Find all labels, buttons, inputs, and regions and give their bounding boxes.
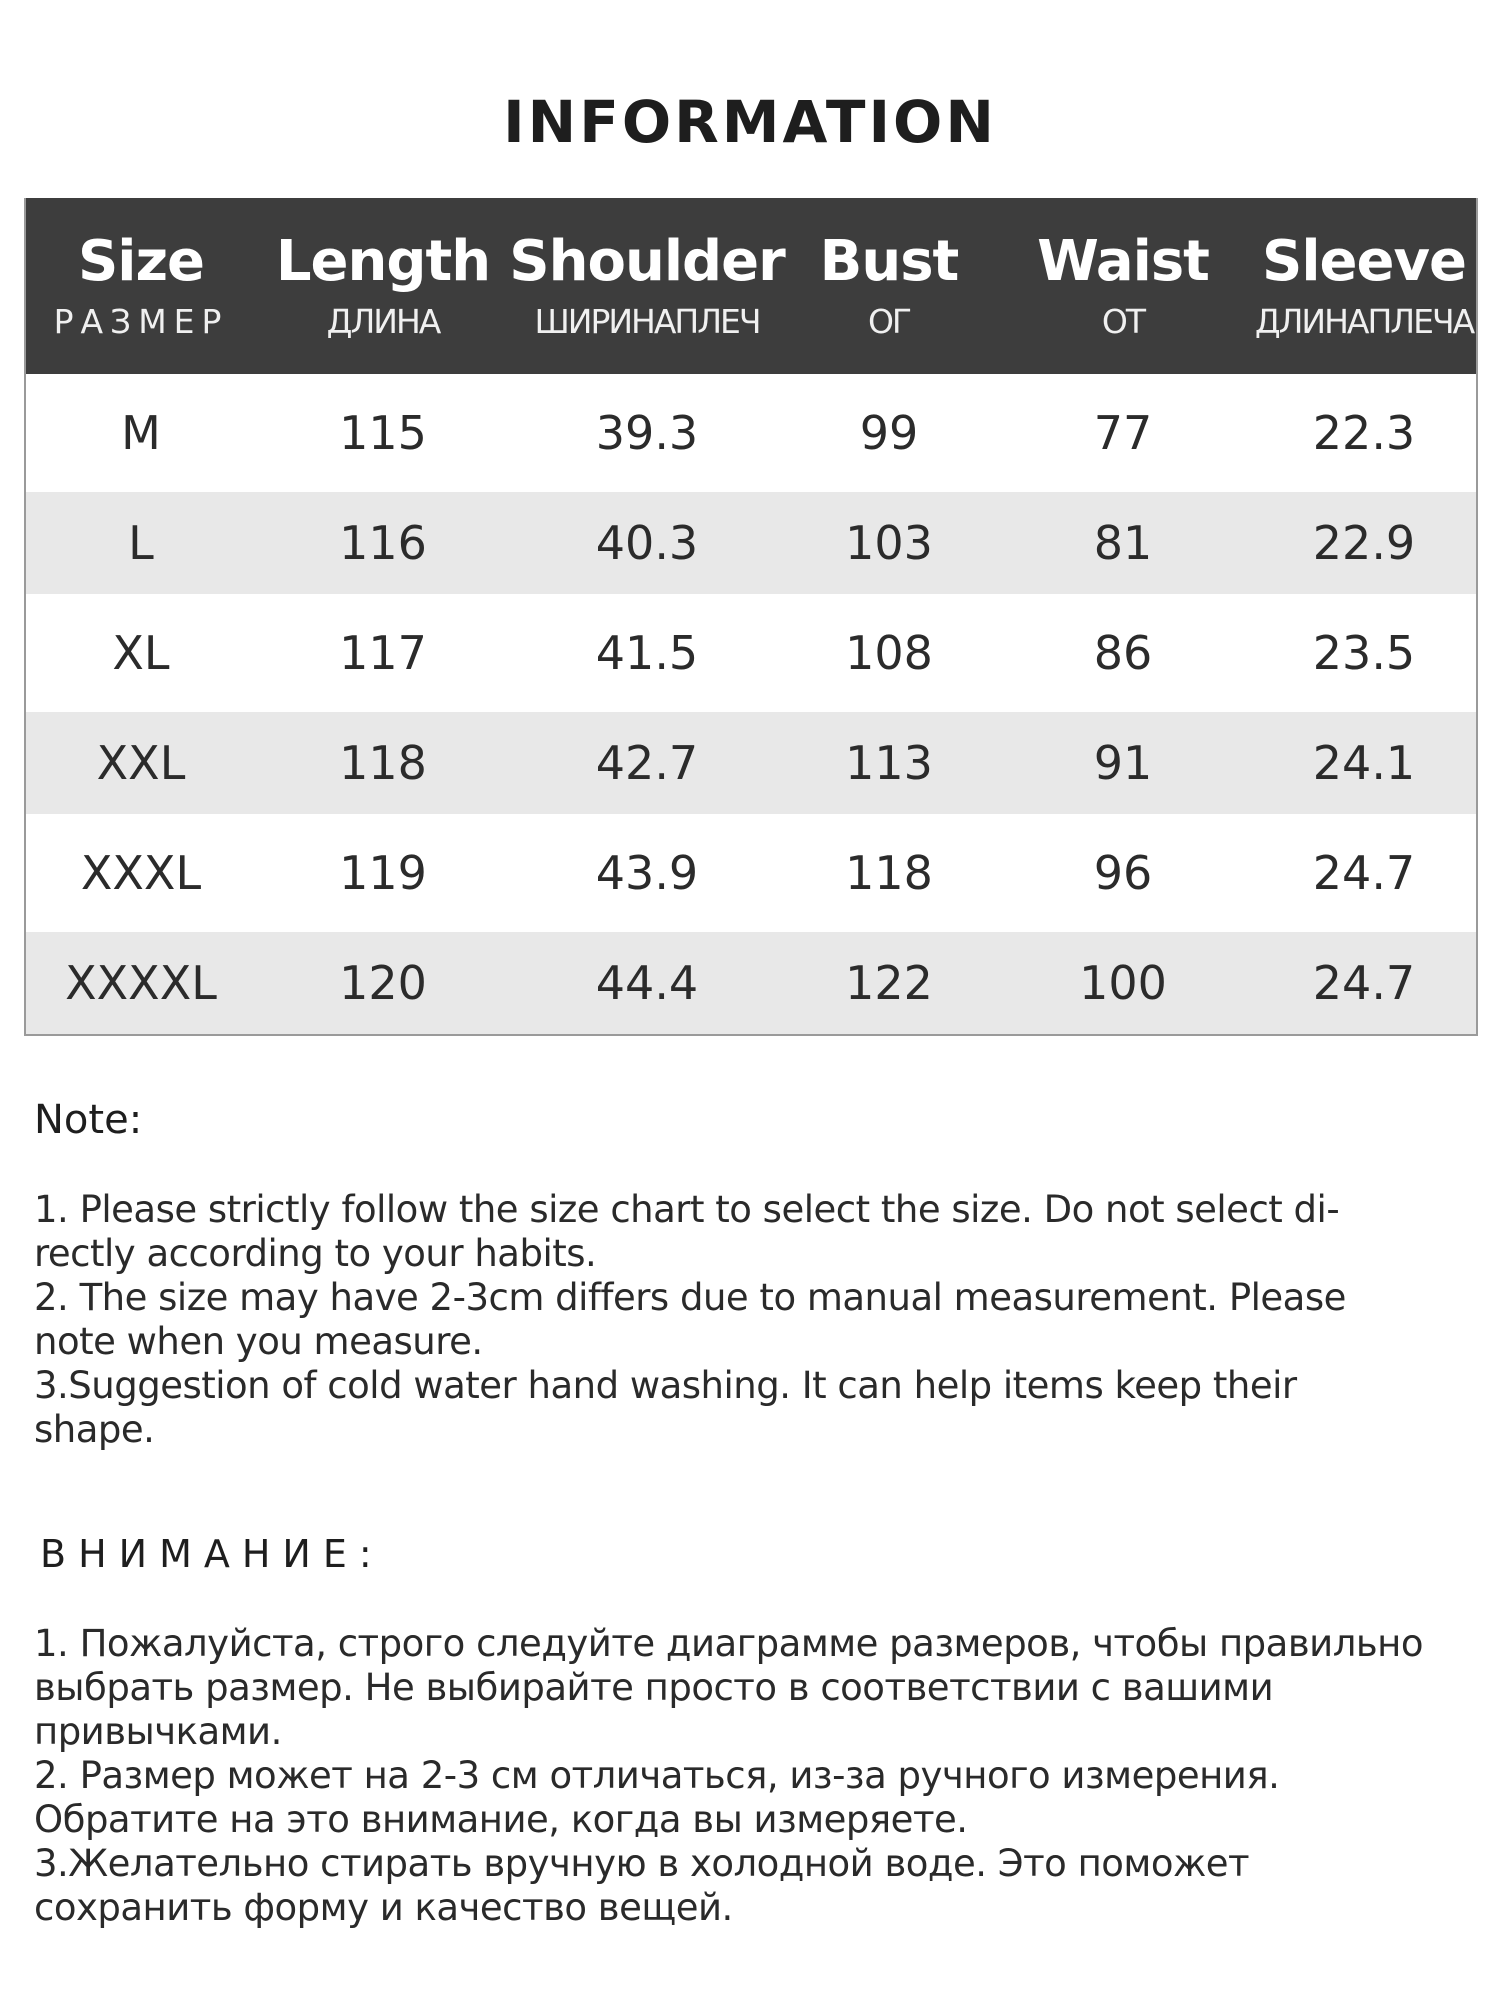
cell-bust: 122 xyxy=(845,956,933,1010)
note-line: привычками. xyxy=(34,1710,282,1753)
header-label-en: Sleeve xyxy=(1262,229,1466,294)
header-label-ru: ОГ xyxy=(867,302,911,341)
cell-bust: 118 xyxy=(845,846,933,900)
cell-shoulder: 42.7 xyxy=(595,736,699,790)
cell-shoulder: 43.9 xyxy=(595,846,699,900)
cell-size: M xyxy=(121,406,161,460)
header-label-ru: ДЛИНА xyxy=(326,302,440,341)
table-row xyxy=(26,932,1476,1034)
note-line: 1. Пожалуйста, строго следуйте диаграмме размеров, чтобы правильно xyxy=(34,1622,1423,1665)
note-line: 2. Размер может на 2-3 см отличаться, из-за ручного измерения. xyxy=(34,1754,1280,1797)
header-label-en: Length xyxy=(275,229,491,294)
note-line: 3.Желательно стирать вручную в холодной воде. Это поможет xyxy=(34,1842,1250,1885)
cell-sleeve: 22.3 xyxy=(1312,406,1416,460)
cell-waist: 86 xyxy=(1093,626,1153,680)
header-bust xyxy=(784,198,994,374)
note-line: note when you measure. xyxy=(34,1320,483,1363)
cell-shoulder: 44.4 xyxy=(595,956,699,1010)
header-label-en: Size xyxy=(77,229,205,294)
cell-sleeve: 24.1 xyxy=(1312,736,1416,790)
note-line: 1. Please strictly follow the size chart to select the size. Do not select di- xyxy=(34,1188,1340,1231)
header-waist xyxy=(994,198,1252,374)
cell-sleeve: 24.7 xyxy=(1312,956,1416,1010)
cell-length: 117 xyxy=(339,626,427,680)
header-label-en: Waist xyxy=(1037,229,1209,294)
cell-bust: 113 xyxy=(845,736,933,790)
cell-sleeve: 23.5 xyxy=(1312,626,1416,680)
cell-length: 118 xyxy=(339,736,427,790)
header-label-ru: ШИРИНАПЛЕЧ xyxy=(534,302,760,341)
cell-waist: 81 xyxy=(1093,516,1153,570)
cell-bust: 108 xyxy=(845,626,933,680)
cell-length: 120 xyxy=(339,956,427,1010)
note-line: shape. xyxy=(34,1408,155,1451)
note-title-en: Note: xyxy=(34,1097,143,1143)
cell-waist: 91 xyxy=(1093,736,1153,790)
cell-size: L xyxy=(128,516,154,570)
note-line: 2. The size may have 2-3cm differs due to manual measurement. Please xyxy=(34,1276,1346,1319)
cell-waist: 100 xyxy=(1079,956,1167,1010)
header-label-ru: РАЗМЕР xyxy=(53,302,229,341)
table-row xyxy=(26,594,1476,712)
table-row xyxy=(26,374,1476,492)
header-sleeve xyxy=(1252,198,1476,374)
header-label-en: Shoulder xyxy=(509,229,785,294)
table-row xyxy=(26,814,1476,932)
cell-bust: 103 xyxy=(845,516,933,570)
note-body-en xyxy=(34,1188,1474,1452)
cell-bust: 99 xyxy=(859,406,919,460)
note-line: Обратите на это внимание, когда вы измеряете. xyxy=(34,1798,968,1841)
header-length xyxy=(256,198,510,374)
page-title: INFORMATION xyxy=(503,88,997,156)
cell-size: XXXXL xyxy=(65,956,217,1010)
cell-shoulder: 39.3 xyxy=(595,406,699,460)
header-shoulder xyxy=(510,198,784,374)
header-label-en: Bust xyxy=(819,229,959,294)
cell-size: XL xyxy=(112,626,170,680)
cell-length: 119 xyxy=(339,846,427,900)
cell-waist: 96 xyxy=(1093,846,1153,900)
table-header xyxy=(26,198,1476,374)
table-row xyxy=(26,492,1476,594)
note-line: 3.Suggestion of cold water hand washing. It can help items keep their xyxy=(34,1364,1297,1407)
note-title-ru: ВНИМАНИЕ: xyxy=(40,1532,384,1576)
header-size xyxy=(26,198,256,374)
notes-section xyxy=(34,1092,1474,1930)
note-body-ru xyxy=(34,1622,1474,1930)
cell-shoulder: 40.3 xyxy=(595,516,699,570)
cell-sleeve: 24.7 xyxy=(1312,846,1416,900)
cell-length: 115 xyxy=(339,406,427,460)
note-line: выбрать размер. Не выбирайте просто в соответствии с вашими xyxy=(34,1666,1274,1709)
cell-size: XXXL xyxy=(80,846,202,900)
cell-shoulder: 41.5 xyxy=(595,626,699,680)
cell-length: 116 xyxy=(339,516,427,570)
header-label-ru: ОТ xyxy=(1101,302,1145,341)
note-line: сохранить форму и качество вещей. xyxy=(34,1886,733,1929)
note-line: rectly according to your habits. xyxy=(34,1232,597,1275)
cell-size: XXL xyxy=(96,736,186,790)
table-row xyxy=(26,712,1476,814)
cell-sleeve: 22.9 xyxy=(1312,516,1416,570)
cell-waist: 77 xyxy=(1093,406,1153,460)
size-table xyxy=(24,198,1478,1036)
header-label-ru: ДЛИНАПЛЕЧА xyxy=(1254,302,1474,341)
